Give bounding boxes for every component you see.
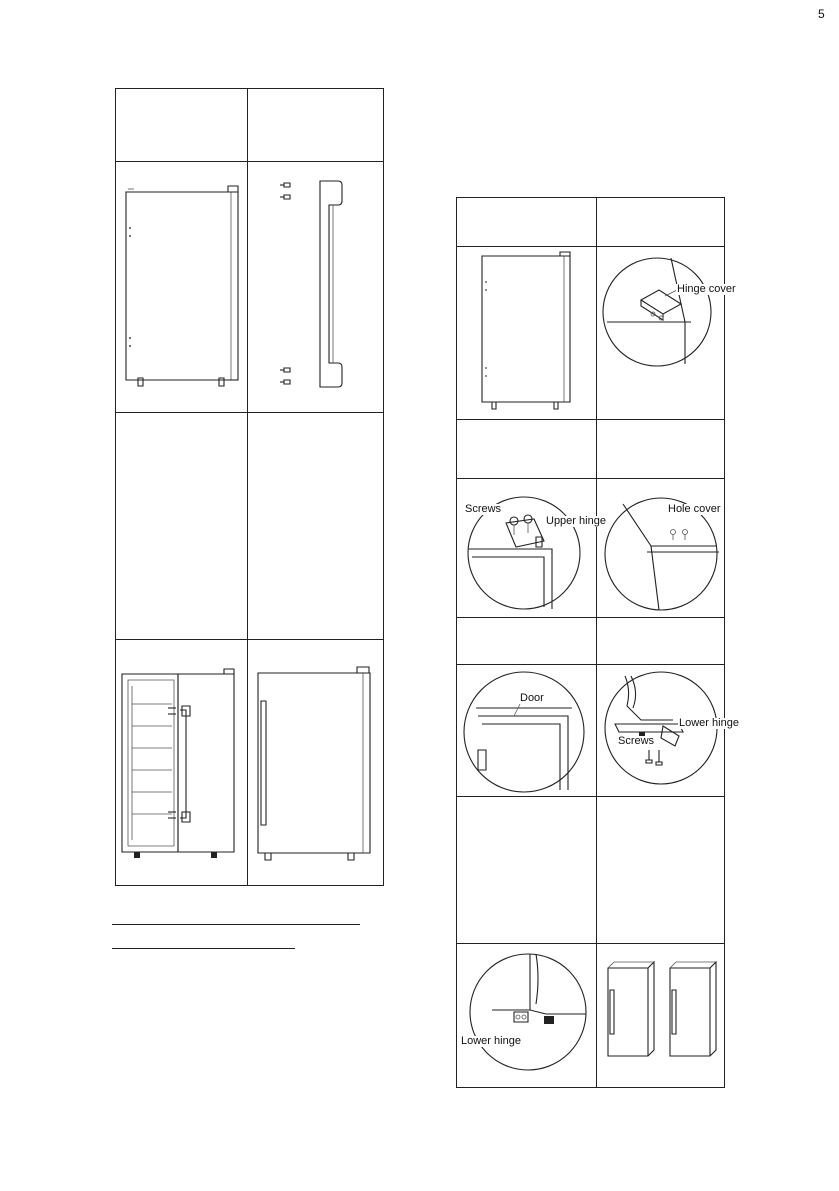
right-header-cell-2 <box>596 197 725 247</box>
door-callout: Door <box>520 692 544 704</box>
open-cabinet-illustration <box>118 666 242 862</box>
right-row7-cell-2 <box>596 796 725 944</box>
screws-callout-lower: Screws <box>618 735 655 747</box>
door-detail <box>460 670 590 794</box>
lower-hinge-callout-2: Lower hinge <box>461 1035 521 1047</box>
lower-hinge-closeup <box>462 948 592 1078</box>
screws-callout: Screws <box>465 503 502 515</box>
right-header-cell-1 <box>456 197 597 247</box>
left-row3-cell-2 <box>247 412 384 640</box>
blank-underline-2 <box>112 948 295 949</box>
right-row7-cell-1 <box>456 796 597 944</box>
closed-cabinet-illustration <box>252 663 380 863</box>
cabinet-small-illustration <box>476 250 576 412</box>
two-cabinets-illustration <box>602 960 722 1060</box>
left-header-cell-1 <box>115 88 248 162</box>
page-number: 5 <box>818 7 825 21</box>
left-row3-cell-1 <box>115 412 248 640</box>
right-row5-cell-2 <box>596 617 725 665</box>
right-row3-cell-2 <box>596 419 725 479</box>
hole-cover-callout: Hole cover <box>668 503 721 515</box>
right-row5-cell-1 <box>456 617 597 665</box>
lower-hinge-callout: Lower hinge <box>679 717 739 729</box>
cabinet-side-illustration <box>120 180 242 390</box>
hinge-cover-callout: Hinge cover <box>677 283 736 295</box>
door-handle-illustration <box>278 178 348 393</box>
hinge-cover-detail <box>601 252 713 372</box>
lower-hinge-detail <box>601 668 723 792</box>
upper-hinge-callout: Upper hinge <box>546 515 606 527</box>
right-row3-cell-1 <box>456 419 597 479</box>
left-header-cell-2 <box>247 88 384 162</box>
blank-underline-1 <box>112 924 360 925</box>
